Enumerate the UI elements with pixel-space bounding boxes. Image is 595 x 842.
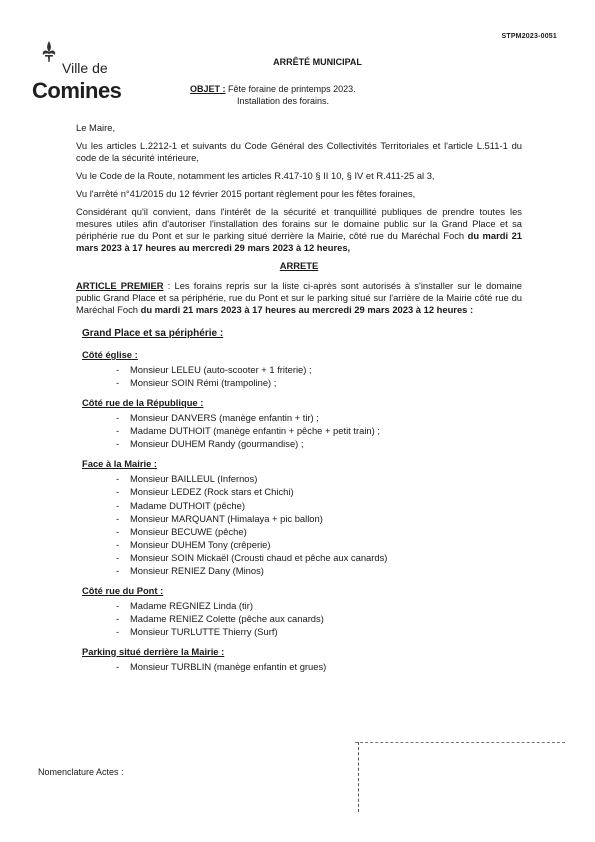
considerant-text: Considérant qu'il convient, dans l'intérêt de la sécurité et tranquillité publiques de prendre toutes les mesures utiles afin d'autoriser l'installation des forains sur le domaine public sur la Grand Place et sa périphérie rue du Pont et sur le parking situé derrière la Mairie, côté rue du Maréchal Foch <box>76 206 522 242</box>
considerant-dates: du mardi 21 mars 2023 à 17 heures au mercredi 29 mars 2023 à 12 heures, <box>76 230 522 254</box>
document-reference: STPM2023-0051 <box>501 33 557 40</box>
nomenclature-actes: Nomenclature Actes : <box>38 767 124 777</box>
vendor-list <box>76 364 522 389</box>
group-cote-eglise <box>76 349 522 389</box>
group-title: Côté rue du Pont : <box>82 584 164 596</box>
objet-line-1: Fête foraine de printemps 2023. <box>228 84 356 94</box>
list-item: - Monsieur LEDEZ (Rock stars et Chichi) <box>116 486 522 498</box>
group-title: Parking situé derrière la Mairie : <box>82 645 225 657</box>
article-dates: du mardi 21 mars 2023 à 17 heures au mercredi 29 mars 2023 à 12 heures : <box>140 304 474 316</box>
objet-block <box>190 84 356 107</box>
vu-paragraph-3: Vu l'arrêté n°41/2015 du 12 février 2015 portant règlement pour les fêtes foraines, <box>76 188 416 200</box>
list-item: - Monsieur BAILLEUL (Infernos) <box>116 473 522 485</box>
vu-paragraph-2: Vu le Code de la Route, notamment les articles R.417-10 § II 10, § IV et R.411-25 al 3, <box>76 170 435 182</box>
article-text: : Les forains repris sur la liste ci-après sont autorisés à s'installer sur le domaine public Grand Place et sa périphérie, rue du Pont et sur le parking situé sur l'arrière de la Mairie côté rue du Maréchal Foch <box>76 280 522 316</box>
list-item: - Monsieur DANVERS (manège enfantin + tir) ; <box>116 412 522 424</box>
list-item: - Monsieur DUHEM Tony (crêperie) <box>116 539 522 551</box>
list-item: - Monsieur RENIEZ Dany (Minos) <box>116 565 522 577</box>
list-item: - Monsieur SOIN Rémi (trampoline) ; <box>116 377 522 389</box>
list-item: - Monsieur LELEU (auto-scooter + 1 friterie) ; <box>116 364 522 376</box>
objet-line-2: Installation des forains. <box>237 95 330 106</box>
list-item: - Monsieur MARQUANT (Himalaya + pic ballon) <box>116 513 522 525</box>
list-item: - Monsieur SOIN Mickaël (Crousti chaud et pêche aux canards) <box>116 552 522 564</box>
signature-box-left-border <box>358 742 359 812</box>
group-title: Côté église : <box>82 349 138 361</box>
list-item: - Monsieur TURLUTTE Thierry (Surf) <box>116 626 522 638</box>
logo-text-comines: Comines <box>32 78 122 103</box>
arrete-heading: ARRETE <box>279 260 319 272</box>
list-item: - Madame RENIEZ Colette (pêche aux canards) <box>116 613 522 625</box>
salutation: Le Maire, <box>76 122 116 133</box>
group-face-mairie <box>76 458 522 576</box>
group-cote-rue-du-pont <box>76 585 522 638</box>
document-body <box>76 122 522 674</box>
list-item: - Monsieur DUHEM Randy (gourmandise) ; <box>116 438 522 450</box>
vendor-list <box>76 600 522 638</box>
list-item: - Madame REGNIEZ Linda (tir) <box>116 600 522 612</box>
list-item: - Monsieur TURBLIN (manège enfantin et grues) <box>116 661 522 673</box>
vendor-list <box>76 661 522 673</box>
section-title: Grand Place et sa périphérie : <box>82 328 224 340</box>
logo-text-ville: Ville de <box>62 60 108 76</box>
document-title: ARRÊTÉ MUNICIPAL <box>273 57 362 67</box>
article-premier <box>76 280 522 316</box>
group-parking-mairie <box>76 646 522 673</box>
vendor-list <box>76 473 522 576</box>
article-label: ARTICLE PREMIER <box>76 280 164 292</box>
group-cote-republique <box>76 397 522 450</box>
signature-box-top-border <box>355 742 565 743</box>
list-item: - Monsieur BECUWE (pêche) <box>116 526 522 538</box>
list-item: - Madame DUTHOIT (manège enfantin + pêche + petit train) ; <box>116 425 522 437</box>
objet-label: OBJET : <box>190 84 226 94</box>
vendor-list <box>76 412 522 450</box>
group-title: Côté rue de la République : <box>82 397 204 409</box>
group-title: Face à la Mairie : <box>82 458 158 470</box>
list-item: - Madame DUTHOIT (pêche) <box>116 500 522 512</box>
vu-paragraph-1: Vu les articles L.2212-1 et suivants du Code Général des Collectivités Territoriales et l'article L.511-1 du code de la sécurité intérieure, <box>76 140 522 164</box>
city-logo <box>32 40 132 106</box>
considerant-paragraph <box>76 206 522 254</box>
